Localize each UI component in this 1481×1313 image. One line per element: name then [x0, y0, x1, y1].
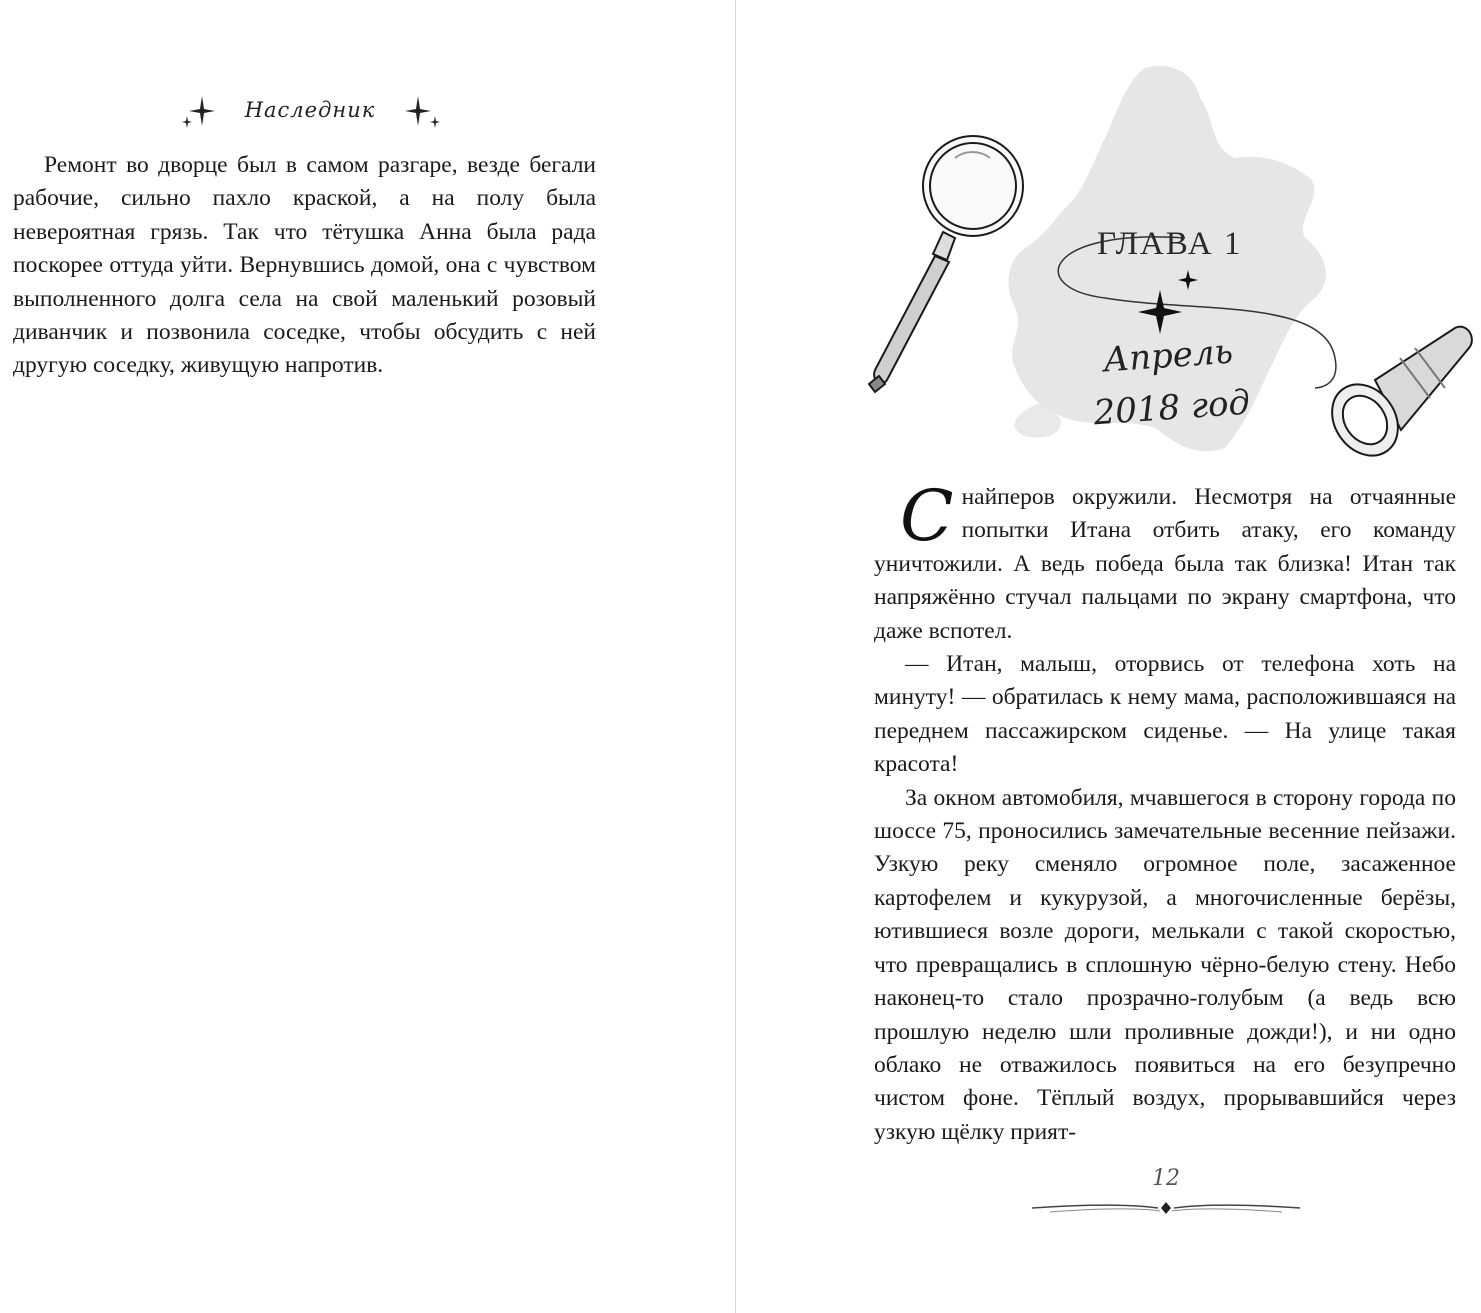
paragraph-text: найперов окружили. Несмотря на отчаянные попытки Итана отбить атаку, его команду уничтожили. А ведь победа была так близка! Итан так напряжённо стучал пальцами по экрану смартфона, что даже вспотел. — [874, 484, 1456, 644]
paragraph: Ремонт во дворце был в самом разгаре, везде бегали рабочие, сильно пахло краской, а на полу была невероятная грязь. Так что тётушка Анна была рада поскорее оттуда уйти. Вернувшись домой, она с чувством выполненного долга села на свой маленький розовый диванчик и позвонила соседке, чтобы обсудить с ней другую соседку, живущую напротив. — [13, 152, 596, 379]
page-number-block — [1030, 1166, 1302, 1226]
magnifier-icon — [869, 136, 1023, 392]
chapter-date-year: 2018 год — [1092, 382, 1252, 434]
chapter-date — [1077, 324, 1264, 440]
left-page-body — [13, 149, 596, 383]
running-head — [180, 92, 440, 138]
drop-cap: С — [900, 475, 954, 557]
right-page-body — [874, 475, 1456, 1149]
chapter-title: ГЛАВА 1 — [1097, 226, 1243, 262]
chapter-date-month: Апрель — [1102, 331, 1235, 381]
folio-ornament-icon — [1030, 1194, 1302, 1218]
page-gutter — [735, 0, 736, 1313]
paragraph: — Итан, малыш, оторвись от телефона хоть на минуту! — обратилась к нему мама, расположившаяся на переднем пассажирском сиденье. — На улице такая красота! — [874, 651, 1456, 778]
paragraph — [874, 475, 1456, 648]
paragraph: За окном автомобиля, мчавшегося в сторону города по шоссе 75, проносились замечательные весенние пейзажи. Узкую реку сменяло огромное поле, засаженное картофелем и кукурузой, а многочисленные берёзы, ютившиеся возле дороги, мелькали с такой скоростью, что превращались в сплошную чёрно-белую стену. Небо наконец-то стало прозрачно-голубым (а ведь всю прошлую неделю шли проливные дожди!), и ни одно облако не отважилось появиться на его безупречно чистом фоне. Тёплый воздух, прорывавшийся через узкую щёлку прият- — [874, 784, 1456, 1145]
running-head-title: Наследник — [244, 98, 376, 122]
sparkle-right-icon — [390, 92, 440, 132]
page-number: 12 — [1152, 1166, 1180, 1191]
flashlight-icon — [1319, 327, 1472, 468]
